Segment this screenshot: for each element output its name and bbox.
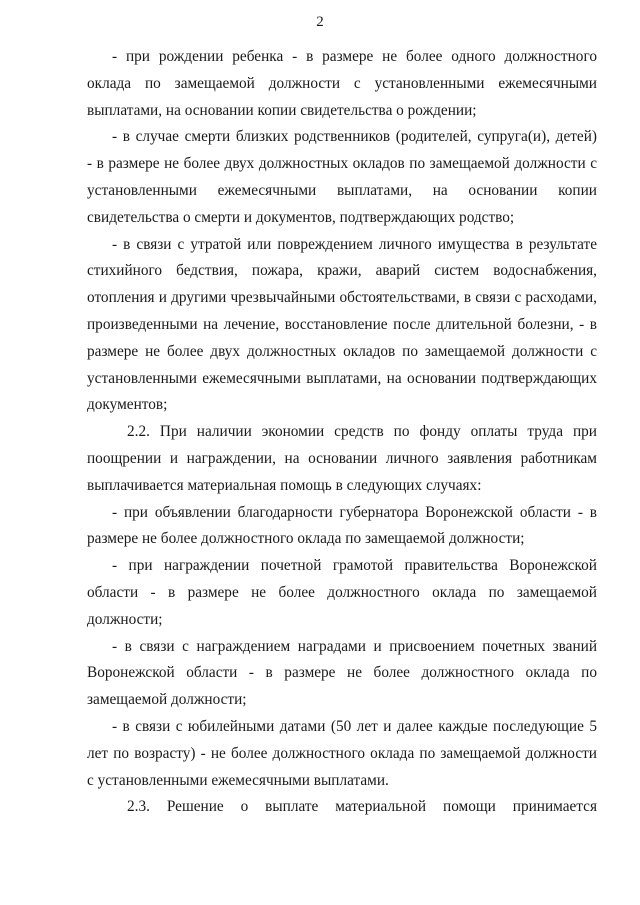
text-line: 2.2. При наличии экономии средств по фонду оплаты труда при [127,423,597,441]
text-line: оклада по замещаемой должности с установленными ежемесячными [87,74,597,92]
text-line: - при объявлении благодарности губернатора Воронежской области - в [112,503,597,521]
text-line: установленными ежемесячными выплатами, на основании копии [87,181,597,199]
text-line: - в связи с утратой или повреждением личного имущества в результате [112,235,597,253]
text-line: - при рождении ребенка - в размере не более одного должностного [112,48,597,65]
text-line: размере не более должностного оклада по замещаемой должности; [87,530,525,548]
text-line: свидетельства о смерти и документов, подтверждающих родство; [87,208,515,226]
text-line: замещаемой должности; [87,691,247,709]
text-line: отопления и другими чрезвычайными обстоятельствами, в связи с расходами, [87,289,597,307]
text-line: произведенными на лечение, восстановление после длительной болезни, - в [87,315,597,333]
text-line: - при награждении почетной грамотой правительства Воронежской [112,557,597,575]
text-line: лет по возрасту) - не более должностного оклада по замещаемой должности [87,744,597,762]
text-line: поощрении и награждении, на основании личного заявления работникам [87,449,597,467]
text-line: 2.3. Решение о выплате материальной помощи принимается [127,798,597,816]
text-line: должности; [87,610,163,628]
text-line: установленными ежемесячными выплатами, на основании подтверждающих [87,369,597,387]
text-line: области - в размере не более должностного оклада по замещаемой [87,583,597,601]
text-line: с установленными ежемесячными выплатами. [87,771,389,789]
text-line: - в связи с награждением наградами и присвоением почетных званий [112,637,597,655]
text-line: стихийного бедствия, пожара, кражи, аварий систем водоснабжения, [87,262,597,280]
text-line: - в случае смерти близких родственников (родителей, супруга(и), детей) [112,128,597,146]
page-number: 2 [316,14,324,30]
text-line: выплатами, на основании копии свидетельства о рождении; [87,101,477,119]
text-line: выплачивается материальная помощь в следующих случаях: [87,476,482,494]
text-line: Воронежской области - в размере не более должностного оклада по [87,664,597,682]
text-line: - в размере не более двух должностных окладов по замещаемой должности с [87,155,597,173]
text-line: размере не более двух должностных окладов по замещаемой должности с [87,342,597,360]
document-body [87,44,597,821]
text-line: документов; [87,396,168,414]
text-line: - в связи с юбилейными датами (50 лет и далее каждые последующие 5 [112,717,597,735]
